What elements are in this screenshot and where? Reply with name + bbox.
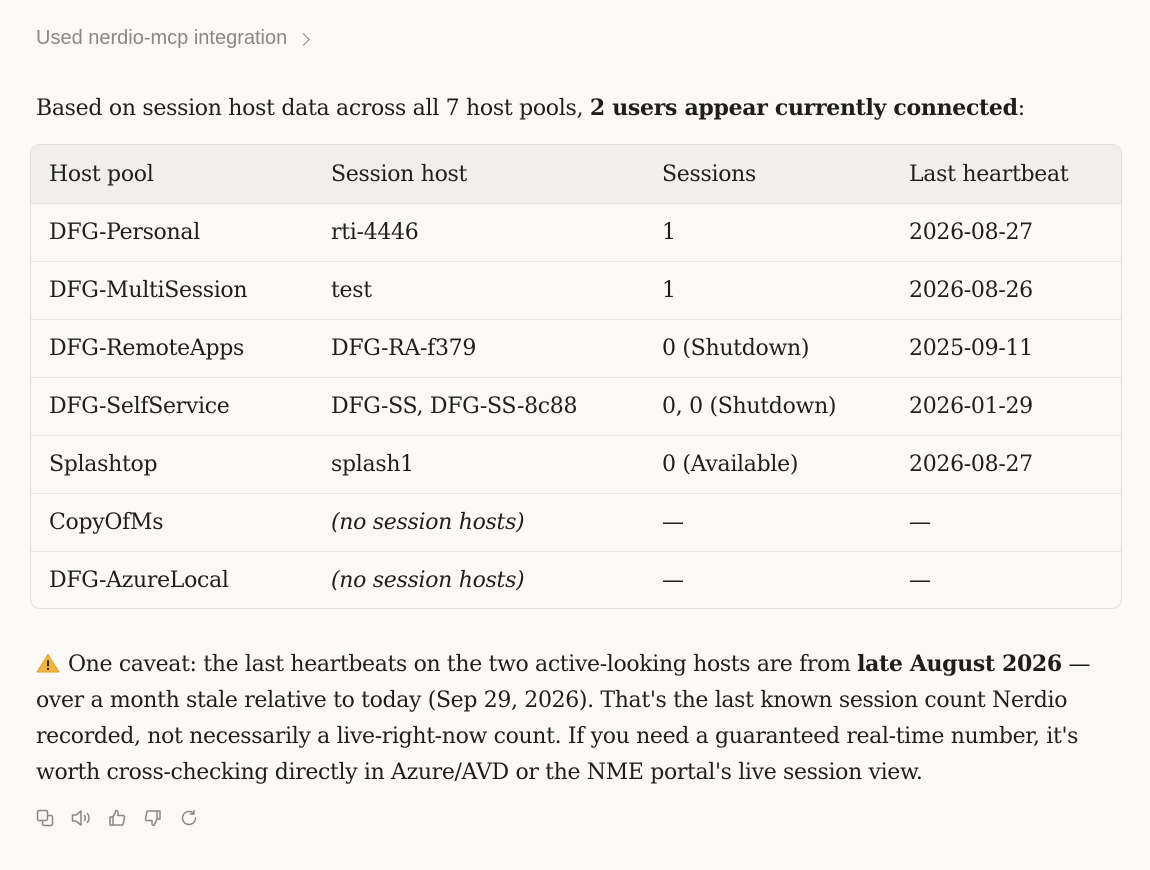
chevron-right-icon <box>297 33 310 46</box>
cell-last-heartbeat: 2025-09-11 <box>891 320 1121 378</box>
warning-icon <box>36 653 60 673</box>
cell-last-heartbeat: — <box>891 494 1121 552</box>
caveat-paragraph <box>36 646 1116 791</box>
cell-host-pool: DFG-MultiSession <box>31 262 313 320</box>
thumbs-down-icon[interactable] <box>142 807 164 829</box>
cell-session-host: (no session hosts) <box>313 494 644 552</box>
retry-icon[interactable] <box>178 807 200 829</box>
table-header-row <box>31 145 1121 204</box>
cell-last-heartbeat: 2026-08-26 <box>891 262 1121 320</box>
cell-sessions: 1 <box>644 204 891 262</box>
cell-sessions: 1 <box>644 262 891 320</box>
table-row <box>31 204 1121 262</box>
host-pool-table <box>31 145 1121 609</box>
copy-icon[interactable] <box>34 807 56 829</box>
cell-session-host: rti-4446 <box>313 204 644 262</box>
cell-session-host: (no session hosts) <box>331 568 525 593</box>
message-actions <box>34 807 200 829</box>
cell-sessions: — <box>662 568 684 593</box>
intro-suffix: : <box>1017 96 1025 121</box>
tool-used-label: Used nerdio-mcp integration <box>36 27 288 49</box>
table-row <box>31 262 1121 320</box>
table-row <box>31 378 1121 436</box>
cell-sessions: 0, 0 (Shutdown) <box>644 378 891 436</box>
intro-bold: 2 users appear currently connected <box>589 95 1018 121</box>
speaker-icon[interactable] <box>70 807 92 829</box>
cell-session-host: DFG-SS, DFG-SS-8c88 <box>313 378 644 436</box>
cell-last-heartbeat: 2026-08-27 <box>891 204 1121 262</box>
cell-sessions: 0 (Shutdown) <box>644 320 891 378</box>
cell-host-pool: DFG-SelfService <box>31 378 313 436</box>
table-row <box>31 494 1121 552</box>
table-row <box>31 320 1121 378</box>
column-header-sessions: Sessions <box>644 145 891 204</box>
cell-host-pool: Splashtop <box>31 436 313 494</box>
tool-used-disclosure[interactable] <box>36 27 308 50</box>
cell-host-pool: CopyOfMs <box>31 494 313 552</box>
cell-last-heartbeat: — <box>909 568 931 593</box>
thumbs-up-icon[interactable] <box>106 807 128 829</box>
table-body <box>31 204 1121 610</box>
column-header-host-pool: Host pool <box>31 145 313 204</box>
cell-session-host: DFG-RA-f379 <box>313 320 644 378</box>
table-row <box>31 436 1121 494</box>
cell-host-pool: DFG-RemoteApps <box>31 320 313 378</box>
intro-paragraph <box>36 92 1025 125</box>
table-row <box>31 552 1121 610</box>
cell-last-heartbeat: 2026-08-27 <box>891 436 1121 494</box>
caveat-text: One caveat: the last heartbeats on the two active-looking hosts are from <box>68 652 858 677</box>
caveat-bold: late August 2026 <box>857 651 1062 677</box>
host-pool-table-container <box>30 144 1122 609</box>
cell-session-host: test <box>313 262 644 320</box>
cell-last-heartbeat: 2026-01-29 <box>891 378 1121 436</box>
cell-host-pool: DFG-Personal <box>31 204 313 262</box>
cell-sessions: 0 (Available) <box>644 436 891 494</box>
cell-host-pool: DFG-AzureLocal <box>49 568 229 593</box>
column-header-session-host: Session host <box>313 145 644 204</box>
caveat-suffix: — over a month stale relative to today (Sep 29, 2026). That's the last known session count Nerdio recorded, not necessarily a live-right-now count. If you need a guaranteed real-time number, it's worth cross-checking directly in Azure/AVD or the NME portal's live session view. <box>36 652 1091 785</box>
column-header-last-heartbeat: Last heartbeat <box>891 145 1121 204</box>
intro-text: Based on session host data across all 7 host pools, <box>36 96 590 121</box>
cell-sessions: — <box>644 494 891 552</box>
cell-session-host: splash1 <box>313 436 644 494</box>
